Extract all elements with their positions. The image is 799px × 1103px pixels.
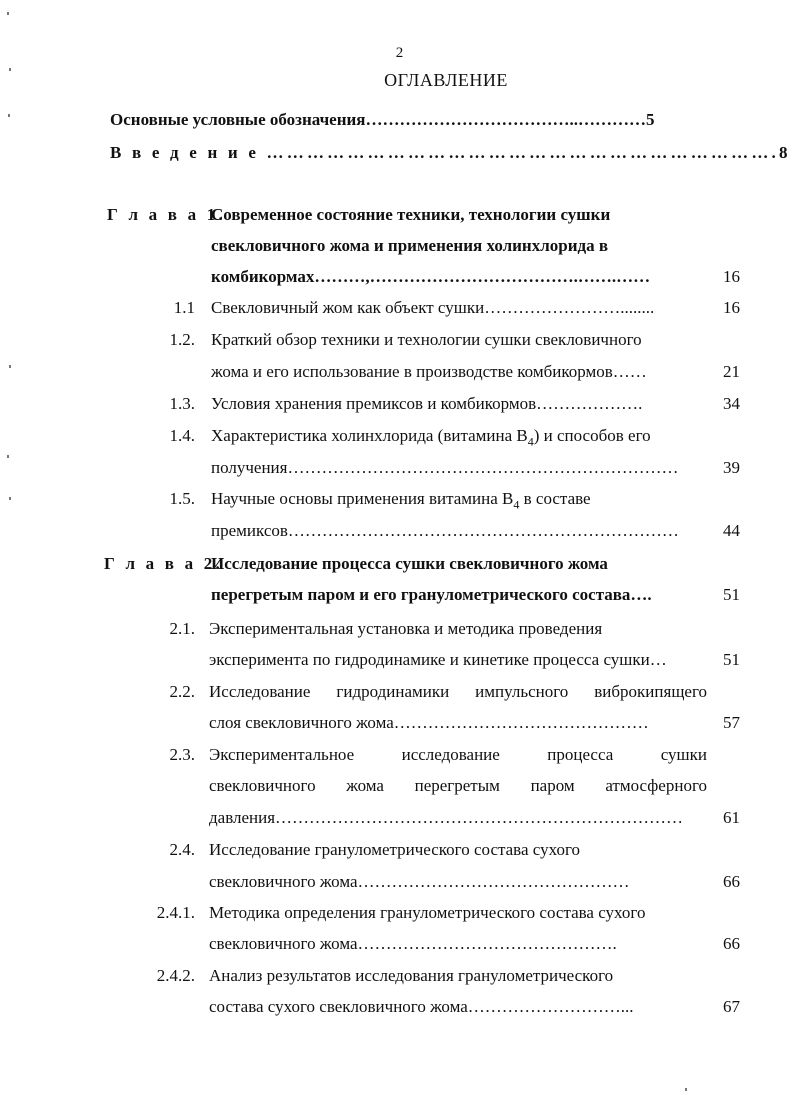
title-word: жома <box>346 776 384 795</box>
scan-speck <box>685 1088 687 1091</box>
title-word: Экспериментальное <box>209 745 355 764</box>
section-title-line <box>211 487 591 516</box>
section-title-line <box>209 680 707 704</box>
scan-speck <box>9 68 11 71</box>
section-number: 1.4. <box>169 426 195 445</box>
section-title-line <box>211 424 651 453</box>
page-ref: 66 <box>723 872 740 891</box>
toc-chapter-1-end <box>0 265 799 289</box>
title-word: Исследование <box>209 682 311 701</box>
toc-chapter-1-cont <box>0 234 799 258</box>
title-part: Характеристика холинхлорида (витамина В <box>211 426 528 445</box>
toc-entry-introduction[interactable] <box>110 141 791 165</box>
section-number: 2.4. <box>169 840 195 859</box>
toc-section-2-2-cont <box>0 711 799 735</box>
section-number: 1.2. <box>169 330 195 349</box>
subscript: 4 <box>527 434 534 449</box>
chapter-title-line: перегретым паром и его гранулометрического состава…. <box>211 585 652 604</box>
title-word: импульсного <box>475 682 569 701</box>
page-ref: 34 <box>723 394 740 413</box>
title-word: сушки <box>660 745 707 764</box>
toc-section-2-4-1-cont <box>0 932 799 956</box>
section-title-line: Условия хранения премиксов и комбикормов………………. <box>211 394 643 413</box>
page-ref: 51 <box>723 585 740 604</box>
page-ref: 44 <box>723 521 740 540</box>
toc-section-2-4[interactable] <box>0 838 799 862</box>
toc-section-1-2[interactable] <box>0 328 799 352</box>
page-ref: 16 <box>723 267 740 286</box>
section-number: 2.2. <box>169 682 195 701</box>
title-part: Научные основы применения витамина В <box>211 489 514 508</box>
section-number: 2.3. <box>169 745 195 764</box>
section-title-line: эксперимента по гидродинамике и кинетике процесса сушки… <box>209 650 667 669</box>
toc-section-2-3-end <box>0 806 799 830</box>
toc-section-1-3[interactable] <box>0 392 799 416</box>
section-title-line: давления……………………………………………………………… <box>209 808 684 827</box>
toc-section-2-3-cont <box>0 774 799 798</box>
toc-section-2-2[interactable] <box>0 680 799 704</box>
section-title-line: Экспериментальная установка и методика проведения <box>209 619 603 638</box>
section-number: 2.1. <box>169 619 195 638</box>
chapter-title-line: Современное состояние техники, технологии сушки <box>211 205 611 224</box>
page-ref: 16 <box>723 298 740 317</box>
section-title-line: Исследование гранулометрического состава сухого <box>209 840 581 859</box>
section-title-line: слоя свекловичного жома……………………………………… <box>209 713 649 732</box>
section-number: 1.5. <box>169 489 195 508</box>
chapter-label: Г л а в а 1. <box>107 205 226 224</box>
chapter-title-line: Исследование процесса сушки свекловичного жома <box>211 554 608 573</box>
title-part: ) и способов его <box>533 426 651 445</box>
page-ref: 21 <box>723 362 740 381</box>
title-word: атмосферного <box>605 776 707 795</box>
section-title-line: свекловичного жома………………………………………… <box>209 872 630 891</box>
subscript: 4 <box>513 497 520 512</box>
chapter-label: Г л а в а 2. <box>104 554 223 573</box>
section-number: 1.3. <box>169 394 195 413</box>
toc-section-1-1[interactable] <box>0 296 799 320</box>
section-title-line: состава сухого свекловичного жома………………………... <box>209 997 634 1016</box>
toc-section-1-5[interactable] <box>0 487 799 511</box>
toc-section-2-4-cont <box>0 870 799 894</box>
section-title-line <box>209 743 707 767</box>
toc-chapter-2[interactable] <box>0 552 799 576</box>
toc-section-2-1[interactable] <box>0 617 799 641</box>
title-word: виброкипящего <box>594 682 707 701</box>
toc-chapter-1[interactable] <box>0 203 799 227</box>
section-title-line: Краткий обзор техники и технологии сушки свекловичного <box>211 330 642 349</box>
title-word: исследование <box>401 745 500 764</box>
scan-speck <box>8 114 10 117</box>
section-number: 1.1 <box>173 298 195 317</box>
title-word: процесса <box>547 745 614 764</box>
chapter-title-line: свекловичного жома и применения холинхлорида в <box>211 236 609 255</box>
toc-section-2-4-2-cont <box>0 995 799 1019</box>
toc-section-1-4-cont <box>0 456 799 480</box>
toc-section-1-5-cont <box>0 519 799 543</box>
section-title-line: свекловичного жома………………………………………. <box>209 934 617 953</box>
page-ref: 51 <box>723 650 740 669</box>
toc-section-2-4-2[interactable] <box>0 964 799 988</box>
section-title-line: получения…………………………………………………………… <box>211 458 679 477</box>
toc-entry-abbreviations[interactable] <box>110 108 655 132</box>
title-word: паром <box>530 776 575 795</box>
title-word: гидродинамики <box>336 682 450 701</box>
title-part: в составе <box>519 489 591 508</box>
scan-speck <box>7 455 9 458</box>
scan-speck <box>9 497 11 500</box>
scan-speck <box>9 365 11 368</box>
section-title-line: Анализ результатов исследования гранулометрического <box>209 966 614 985</box>
section-number: 2.4.1. <box>156 903 195 922</box>
page-ref: 57 <box>723 713 740 732</box>
toc-section-2-3[interactable] <box>0 743 799 767</box>
title-word: перегретым <box>414 776 500 795</box>
toc-section-1-4[interactable] <box>0 424 799 448</box>
page-number: 2 <box>395 45 404 61</box>
page-ref: 61 <box>723 808 740 827</box>
page-title: ОГЛАВЛЕНИЕ <box>384 70 508 90</box>
toc-chapter-2-cont <box>0 583 799 607</box>
section-title-line: жома и его использование в производстве комбикормов…… <box>211 362 647 381</box>
toc-entry-text: В в е д е н и е ………………………………………………………………….8 <box>110 143 791 162</box>
scan-speck <box>7 12 9 15</box>
toc-entry-text: Основные условные обозначения………………………………..…………5 <box>110 110 655 129</box>
page-ref: 67 <box>723 997 740 1016</box>
chapter-title-line: комбикормах………,……………………………….…….…… <box>211 267 651 286</box>
page-ref: 66 <box>723 934 740 953</box>
section-title-line: премиксов…………………………………………………………… <box>211 521 679 540</box>
toc-section-2-4-1[interactable] <box>0 901 799 925</box>
section-number: 2.4.2. <box>156 966 195 985</box>
section-title-line: Свекловичный жом как объект сушки……………………........ <box>211 298 655 317</box>
toc-section-1-2-cont <box>0 360 799 384</box>
section-title-line <box>209 774 707 798</box>
section-title-line: Методика определения гранулометрического состава сухого <box>209 903 646 922</box>
toc-section-2-1-cont <box>0 648 799 672</box>
title-word: свекловичного <box>209 776 316 795</box>
page-ref: 39 <box>723 458 740 477</box>
